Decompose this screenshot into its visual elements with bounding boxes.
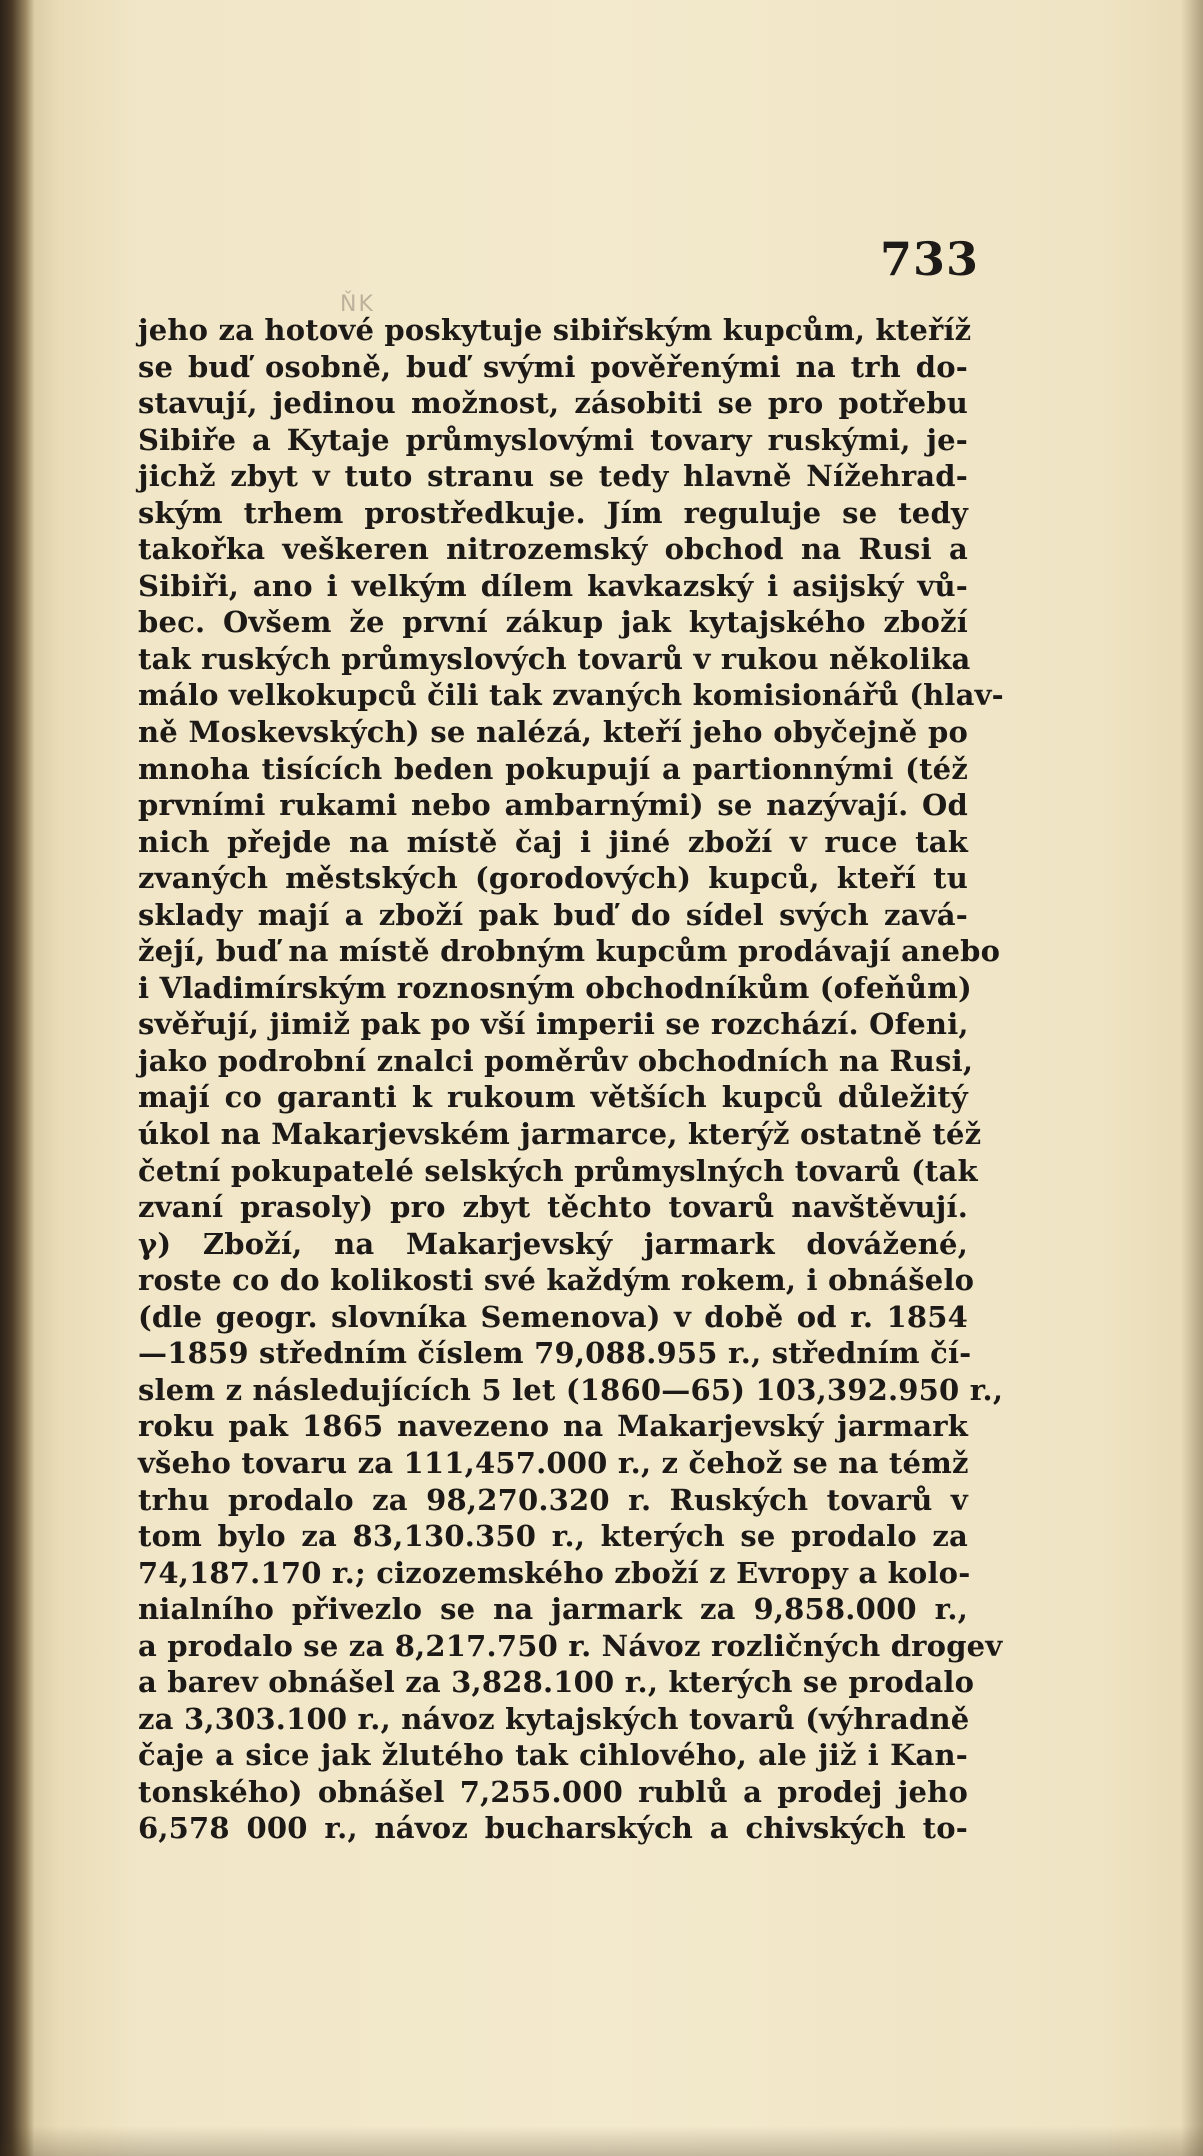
text-line: —1859 středním číslem 79,088.955 r., středním čí- — [138, 1336, 972, 1371]
page-number: 733 — [880, 232, 980, 286]
faint-stamp-mark: ŇK — [340, 292, 375, 317]
text-line: ně Moskevských) se nalézá, kteří jeho obyčejně po — [138, 715, 968, 750]
text-line: Sibiře a Kytaje průmyslovými tovary ruskými, je- — [138, 422, 968, 457]
text-line: čaje a sice jak žlutého tak cihlového, ale již i Kan- — [138, 1738, 968, 1773]
text-line: sklady mají a zboží pak buď do sídel svých zavá- — [138, 897, 968, 932]
text-line: ským trhem prostředkuje. Jím reguluje se tedy — [138, 495, 968, 530]
text-line: slem z následujících 5 let (1860—65) 103,392.950 r., — [138, 1372, 1004, 1407]
text-line: nich přejde na místě čaj i jiné zboží v ruce tak — [138, 824, 968, 859]
text-line: Sibiři, ano i velkým dílem kavkazský i asijský vů- — [138, 568, 968, 603]
text-line: jichž zbyt v tuto stranu se tedy hlavně Nížehrad- — [138, 459, 968, 494]
text-line: zvaní prasoly) pro zbyt těchto tovarů navštěvují. — [138, 1190, 968, 1225]
text-line: prvními rukami nebo ambarnými) se nazývají. Od — [138, 788, 968, 823]
text-line: četní pokupatelé selských průmyslných tovarů (tak — [138, 1153, 978, 1188]
text-line: takořka veškeren nitrozemský obchod na Rusi a — [138, 532, 968, 567]
text-line: a barev obnášel za 3,828.100 r., kterých se prodalo — [138, 1665, 975, 1700]
text-line: 6,578 000 r., návoz bucharských a chivských to- — [138, 1811, 968, 1846]
text-line: tak ruských průmyslových tovarů v rukou několika — [138, 641, 971, 676]
text-line: tom bylo za 83,130.350 r., kterých se prodalo za — [138, 1519, 968, 1554]
text-line: mnoha tisících beden pokupují a partionnými (též — [138, 751, 968, 786]
text-line: žejí, buď na místě drobným kupcům prodávají anebo — [138, 934, 1001, 969]
text-line: jako podrobní znalci poměrův obchodních na Rusi, — [138, 1043, 974, 1078]
page-bottom-edge — [0, 2126, 1203, 2156]
text-line: roste co do kolikosti své každým rokem, i obnášelo — [138, 1263, 975, 1298]
text-line: bec. Ovšem že první zákup jak kytajského zboží — [138, 605, 968, 640]
text-line: (dle geogr. slovníka Semenova) v době od r. 1854 — [138, 1299, 968, 1334]
text-line: všeho tovaru za 111,457.000 r., z čehož se na témž — [138, 1445, 969, 1480]
text-line: γ) Zboží, na Makarjevský jarmark dovážené, — [138, 1226, 968, 1261]
text-line: i Vladimírským roznosným obchodníkům (ofeňům) — [138, 970, 972, 1005]
text-line: stavují, jedinou možnost, zásobiti se pro potřebu — [138, 386, 968, 421]
text-line: se buď osobně, buď svými pověřenými na trh do- — [138, 349, 968, 384]
text-line: a prodalo se za 8,217.750 r. Návoz rozličných drogev — [138, 1628, 1003, 1663]
text-line: roku pak 1865 navezeno na Makarjevský jarmark — [138, 1409, 968, 1444]
body-text — [138, 312, 1004, 1847]
text-line: nialního přivezlo se na jarmark za 9,858.000 r., — [138, 1592, 968, 1627]
text-line: zvaných městských (gorodových) kupců, kteří tu — [138, 861, 968, 896]
text-line: málo velkokupců čili tak zvaných komisionářů (hlav- — [138, 678, 1004, 713]
text-line: 74,187.170 r.; cizozemského zboží z Evropy a kolo- — [138, 1555, 971, 1590]
text-line: svěřují, jimiž pak po vší imperii se rozchází. Ofeni, — [138, 1007, 969, 1042]
text-line: úkol na Makarjevském jarmarce, kterýž ostatně též — [138, 1117, 982, 1152]
text-line: trhu prodalo za 98,270.320 r. Ruských tovarů v — [138, 1482, 968, 1517]
text-line: jeho za hotové poskytuje sibiřským kupcům, kteříž — [138, 313, 972, 347]
text-line: za 3,303.100 r., návoz kytajských tovarů (výhradně — [138, 1701, 970, 1736]
text-line: tonského) obnášel 7,255.000 rublů a prodej jeho — [138, 1774, 968, 1809]
page-edge-shadow — [1181, 0, 1203, 2156]
text-line: mají co garanti k rukoum větších kupců důležitý — [138, 1080, 968, 1115]
book-binding-edge — [0, 0, 34, 2156]
